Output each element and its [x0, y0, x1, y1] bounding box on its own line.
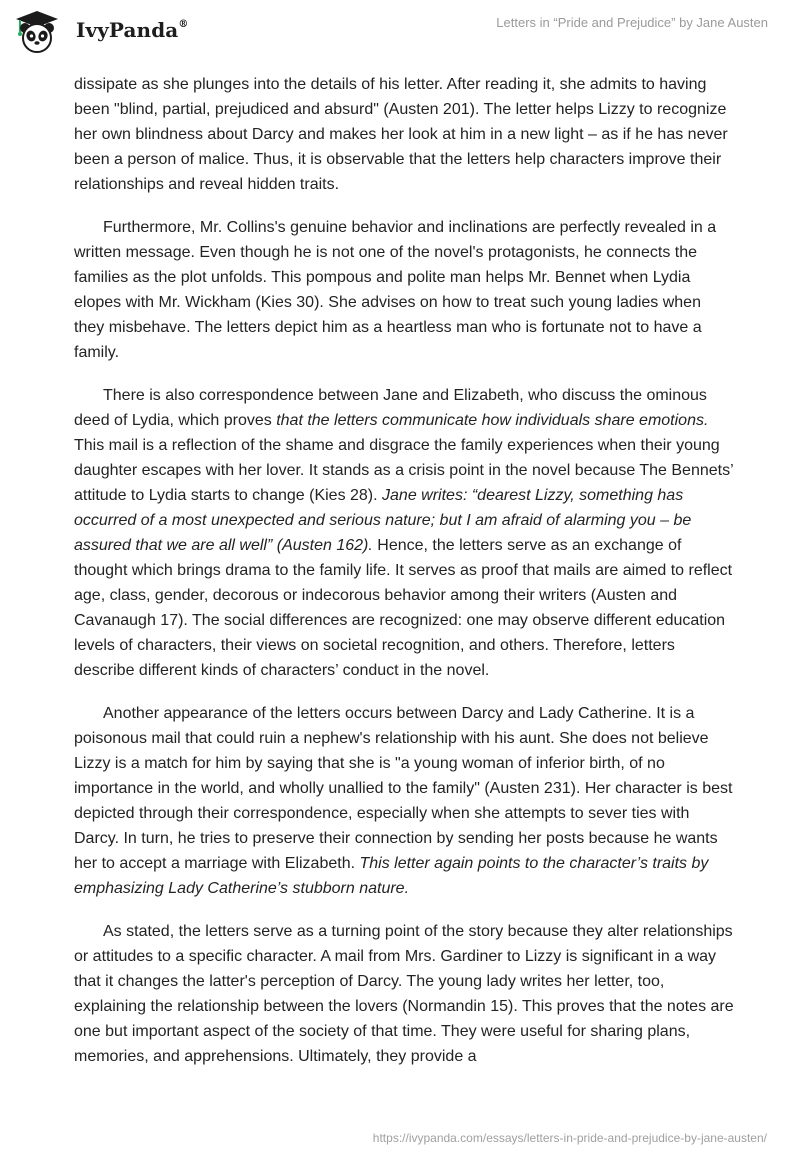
brand-name: IvyPanda® [76, 18, 189, 42]
paragraph-4: Another appearance of the letters occurs between Darcy and Lady Catherine. It is a poisonous mail that could ruin a nephew's relationship with his aunt. She does not believe Lizzy is a match for him by saying that she is "a young woman of inferior birth, of no importance in the world, and wholly unallied to the family" (Austen 231). Her character is best depicted through their correspondence, especially when she attempts to sever ties with Darcy. In turn, he tries to preserve their connection by sending her posts because he wants her to accept a marriage with Elizabeth. This letter again points to the character’s traits by emphasizing Lady Catherine’s stubborn nature. [74, 705, 733, 897]
panda-mascot-icon [14, 9, 60, 55]
paragraph-1: dissipate as she plunges into the details of his letter. After reading it, she admits to having been "blind, partial, prejudiced and absurd" (Austen 201). The letter helps Lizzy to recognize her own blindness about Darcy and makes her look at him in a new light – as if he has never been a person of malice. Thus, it is observable that the letters help characters improve their relationships and reveal hidden traits. [74, 76, 728, 193]
page-header [0, 0, 800, 66]
source-url[interactable]: https://ivypanda.com/essays/letters-in-pride-and-prejudice-by-jane-austen/ [372, 1131, 767, 1145]
italic-emphasis: This letter again points to the character’s traits by emphasizing Lady Catherine’s stubborn nature. [74, 855, 709, 897]
ivypanda-logo[interactable] [14, 8, 204, 58]
paragraph-5: As stated, the letters serve as a turning point of the story because they alter relationships or attitudes to a specific character. A mail from Mrs. Gardiner to Lizzy is significant in a way that it changes the latter's perception of Darcy. The young lady writes her letter, too, explaining the relationship between the lovers (Normandin 15). This proves that the notes are one but important aspect of the society of that time. They were useful for sharing plans, memories, and apprehensions. Ultimately, they provide a [74, 923, 734, 1065]
essay-body [74, 72, 734, 1087]
paragraph-2: Furthermore, Mr. Collins's genuine behavior and inclinations are perfectly revealed in a written message. Even though he is not one of the novel's protagonists, he connects the families as the plot unfolds. This pompous and polite man helps Mr. Bennet when Lydia elopes with Mr. Wickham (Kies 30). She advises on how to treat such young ladies when they misbehave. The letters depict him as a heartless man who is fortunate not to have a family. [74, 219, 717, 361]
paragraph-3: There is also correspondence between Jane and Elizabeth, who discuss the ominous deed of Lydia, which proves that the letters communicate how individuals share emotions. This mail is a reflection of the shame and disgrace the family experiences when their young daughter escapes with her lover. It stands as a crisis point in the novel because The Bennets’ attitude to Lydia starts to change (Kies 28). Jane writes: “dearest Lizzy, something has occurred of a most unexpected and serious nature; but I am afraid of alarming you – be assured that we are all well” (Austen 162). Hence, the letters serve as an exchange of thought which brings drama to the family life. It serves as proof that mails are aimed to reflect age, class, gender, decorous or indecorous behavior among their writers (Austen and Cavanaugh 17). The social differences are recognized: one may observe different education levels of characters, their views on societal recognition, and others. Therefore, letters describe different kinds of characters’ conduct in the novel. [74, 387, 734, 679]
document-title: Letters in “Pride and Prejudice” by Jane Austen [496, 15, 768, 30]
italic-emphasis: that the letters communicate how individuals share emotions. [276, 412, 709, 429]
italic-quote: Jane writes: “dearest Lizzy, something has occurred of a most unexpected and serious nature; but I am afraid of alarming you – be assured that we are all well” (Austen 162). [74, 487, 692, 554]
